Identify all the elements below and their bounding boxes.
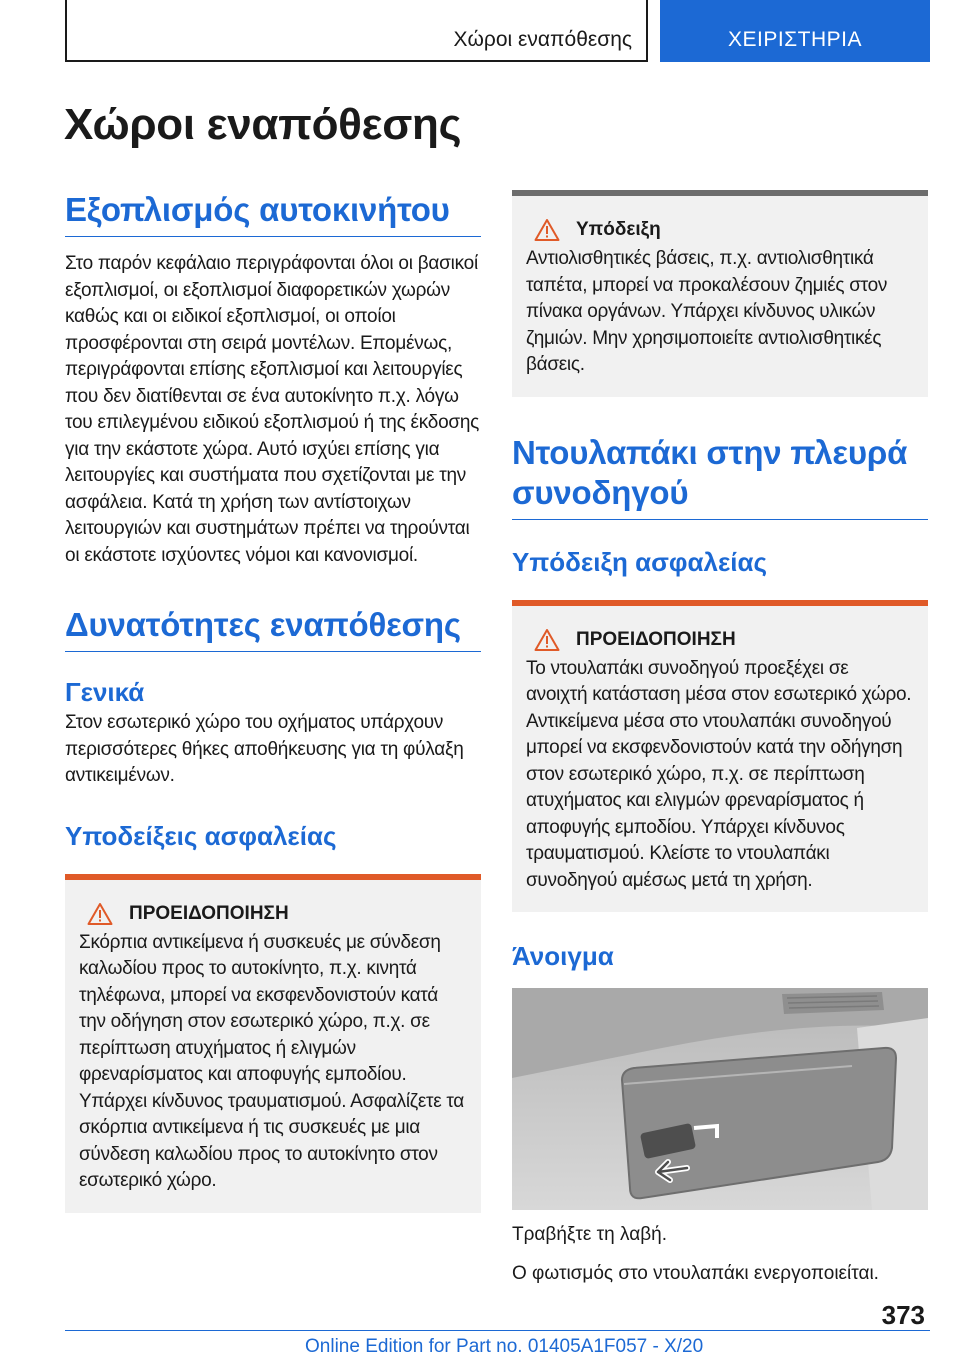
equipment-text: Στο παρόν κεφάλαιο περιγράφονται όλοι οι βασικοί εξοπλισμοί, οι εξοπλισμοί διαφορετικών χωρών καθώς και οι ειδικοί εξοπλισμοί, οι οποίοι προσφέρονται στη σειρά μοντέλων. Επομένως, περιγράφονται επίσης εξοπλισμοί και λειτουργίες που δεν διατίθενται σε ένα αυτοκίνητο π.χ. λόγω του επιλεγμένου ειδικού εξοπλισμού ή της έκδοσης για την εκάστοτε χώρα. Αυτό ισχύει επίσης για λειτουργίες και συστήματα που σχετίζονται με την ασφάλεια. Κατά τη χρήση των αντίστοιχων λειτουργιών και συστημάτων πρέπει να τηρούνται οι εκάστοτε ισχύοντες νόμοι και κανονισμοί. xyxy=(65,253,480,566)
note-box xyxy=(512,190,928,397)
opening-heading: Άνοιγμα xyxy=(512,941,614,971)
warning-triangle-icon xyxy=(534,628,560,652)
page-title: Χώροι εναπόθεσης xyxy=(64,100,462,149)
header-chapter-tab xyxy=(660,0,930,62)
general-text: Στον εσωτερικό χώρο του οχήματος υπάρχουν περισσότερες θήκες αποθήκευσης για τη φύλαξη αντικειμένων. xyxy=(65,712,464,786)
warning-label: ΠΡΟΕΙΔΟΠΟΙΗΣΗ xyxy=(129,902,289,924)
safety-heading: Υποδείξεις ασφαλείας xyxy=(65,820,337,851)
note-label: Υπόδειξη xyxy=(576,219,661,240)
equipment-heading: Εξοπλισμός αυτοκινήτου xyxy=(65,190,481,237)
safety-note-heading: Υπόδειξη ασφαλείας xyxy=(512,546,768,577)
step-light-on: Ο φωτισμός στο ντουλαπάκι ενεργοποιείται. xyxy=(512,1262,879,1284)
glovebox-heading: Ντουλαπάκι στην πλευρά συνοδηγού xyxy=(512,433,928,520)
left-column xyxy=(65,190,481,1213)
storage-heading: Δυνατότητες εναπόθεσης xyxy=(65,605,481,652)
footer-edition: Online Edition for Part no. 01405A1F057 - X/20 xyxy=(305,1336,704,1357)
warning-box xyxy=(65,874,481,1213)
footer-rule xyxy=(65,1330,930,1331)
step-pull-handle: Τραβήξτε τη λαβή. xyxy=(512,1224,667,1245)
note-triangle-icon xyxy=(534,218,560,242)
general-heading: Γενικά xyxy=(65,677,145,707)
header-chapter-label: ΧΕΙΡΙΣΤΗΡΙΑ xyxy=(727,28,862,51)
glovebox-warning-box xyxy=(512,600,928,913)
header-section-tab xyxy=(65,0,648,62)
note-text: Αντιολισθητικές βάσεις, π.χ. αντιολισθητικά ταπέτα, μπορεί να προκαλέσουν ζημιές στον πίνακα οργάνων. Υπάρχει κίνδυνος υλικών ζημιών. Μην χρησιμοποιείτε αντιολισθητικές βάσεις. xyxy=(526,248,888,375)
right-column xyxy=(512,190,928,1287)
warning-triangle-icon xyxy=(87,902,113,926)
page-number: 373 xyxy=(881,1300,925,1330)
glovebox-warning-text: Το ντουλαπάκι συνοδηγού προεξέχει σε ανοιχτή κατάσταση μέσα στον εσωτερικό χώρο. Αντικείμενα μέσα στο ντουλαπάκι συνοδηγού μπορεί να εκσφενδονιστούν κατά την οδήγηση στον εσωτερικό χώρο, π.χ. σε περίπτωση ατυχήματος και ελιγμών φρεναρίσματος ή αποφυγής εμποδίου. Υπάρχει κίνδυνος τραυματισμού. Κλείστε το ντουλαπάκι συνοδηγού αμέσως μετά τη χρήση. xyxy=(526,657,912,891)
glovebox-warning-label: ΠΡΟΕΙΔΟΠΟΙΗΣΗ xyxy=(576,628,736,650)
glovebox-illustration xyxy=(512,988,928,1210)
warning-text: Σκόρπια αντικείμενα ή συσκευές με σύνδεση καλωδίου προς το αυτοκίνητο, π.χ. κινητά τηλέφωνα, μπορεί να εκσφενδονιστούν κατά την οδήγηση στον εσωτερικό χώρο, π.χ. σε περίπτωση ατυχήματος ή ελιγμών φρεναρίσματος και αποφυγής εμποδίου. Υπάρχει κίνδυνος τραυματισμού. Ασφαλίζετε τα σκόρπια αντικείμενα ή τις συσκευές με μια σύνδεση καλωδίου προς το αυτοκίνητο στον εσωτερικό χώρο. xyxy=(79,931,464,1191)
header-section-label: Χώροι εναπόθεσης xyxy=(453,28,632,51)
